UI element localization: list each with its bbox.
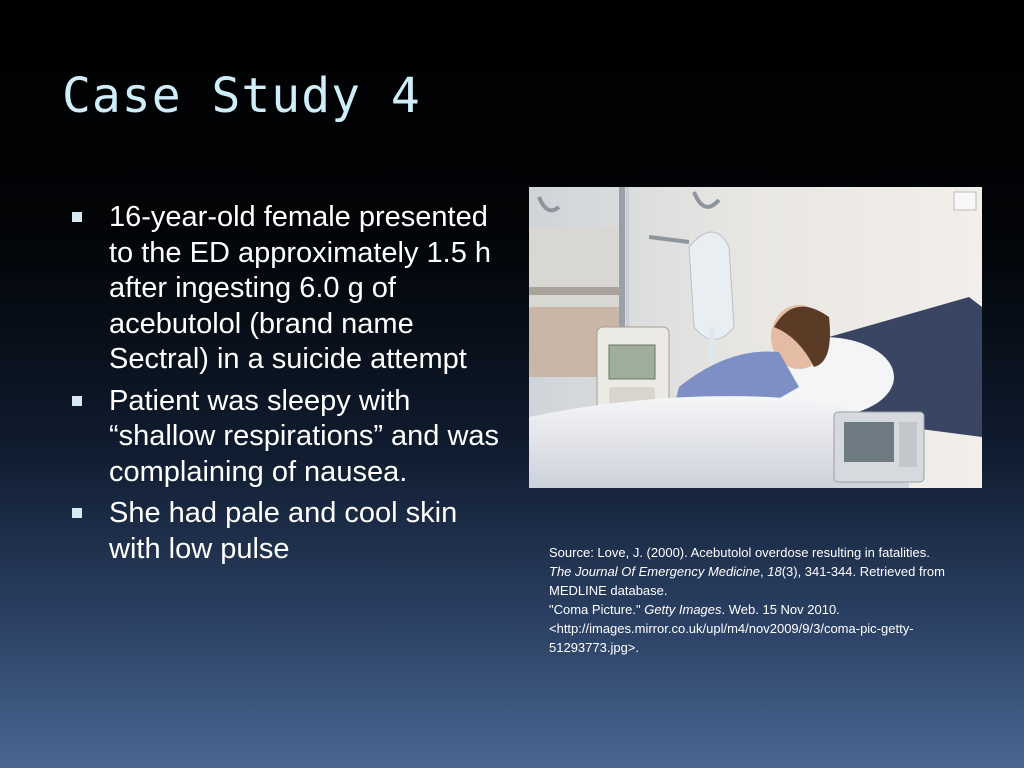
citation-text: "Coma Picture." [549, 602, 645, 617]
bullet-list [72, 200, 502, 573]
journal-volume: 18 [767, 564, 782, 579]
source-citation [549, 543, 949, 657]
citation-text: (3), 341-344. Retrieved from MEDLINE database. [549, 564, 945, 598]
bullet-text: Patient was sleepy with “shallow respirations” and was complaining of nausea. [109, 384, 500, 488]
slide-title: Case Study 4 [62, 68, 421, 124]
citation-journal [549, 543, 949, 600]
square-bullet-icon [72, 212, 82, 222]
square-bullet-icon [72, 396, 82, 406]
citation-text: Source: Love, J. (2000). Acebutolol overdose resulting in fatalities. [549, 545, 930, 560]
citation-text: , [759, 564, 768, 579]
bullet-text: She had pale and cool skin with low pulse [109, 497, 458, 565]
bullet-item [72, 384, 502, 491]
bullet-text: 16-year-old female presented to the ED approximately 1.5 h after ingesting 6.0 g of acebutolol (brand name Sectral) in a suicide attempt [109, 201, 492, 375]
square-bullet-icon [72, 508, 82, 518]
hospital-photo [529, 187, 982, 488]
journal-name: The Journal Of Emergency Medicine [549, 564, 760, 579]
publisher-name: Getty Images [644, 602, 722, 617]
bullet-item [72, 496, 502, 567]
citation-text: . Web. 15 Nov 2010. <http://images.mirror.co.uk/upl/m4/nov2009/9/3/coma-pic-getty-51293773.jpg>. [549, 602, 914, 655]
citation-image [549, 600, 949, 657]
bullet-item [72, 200, 502, 378]
